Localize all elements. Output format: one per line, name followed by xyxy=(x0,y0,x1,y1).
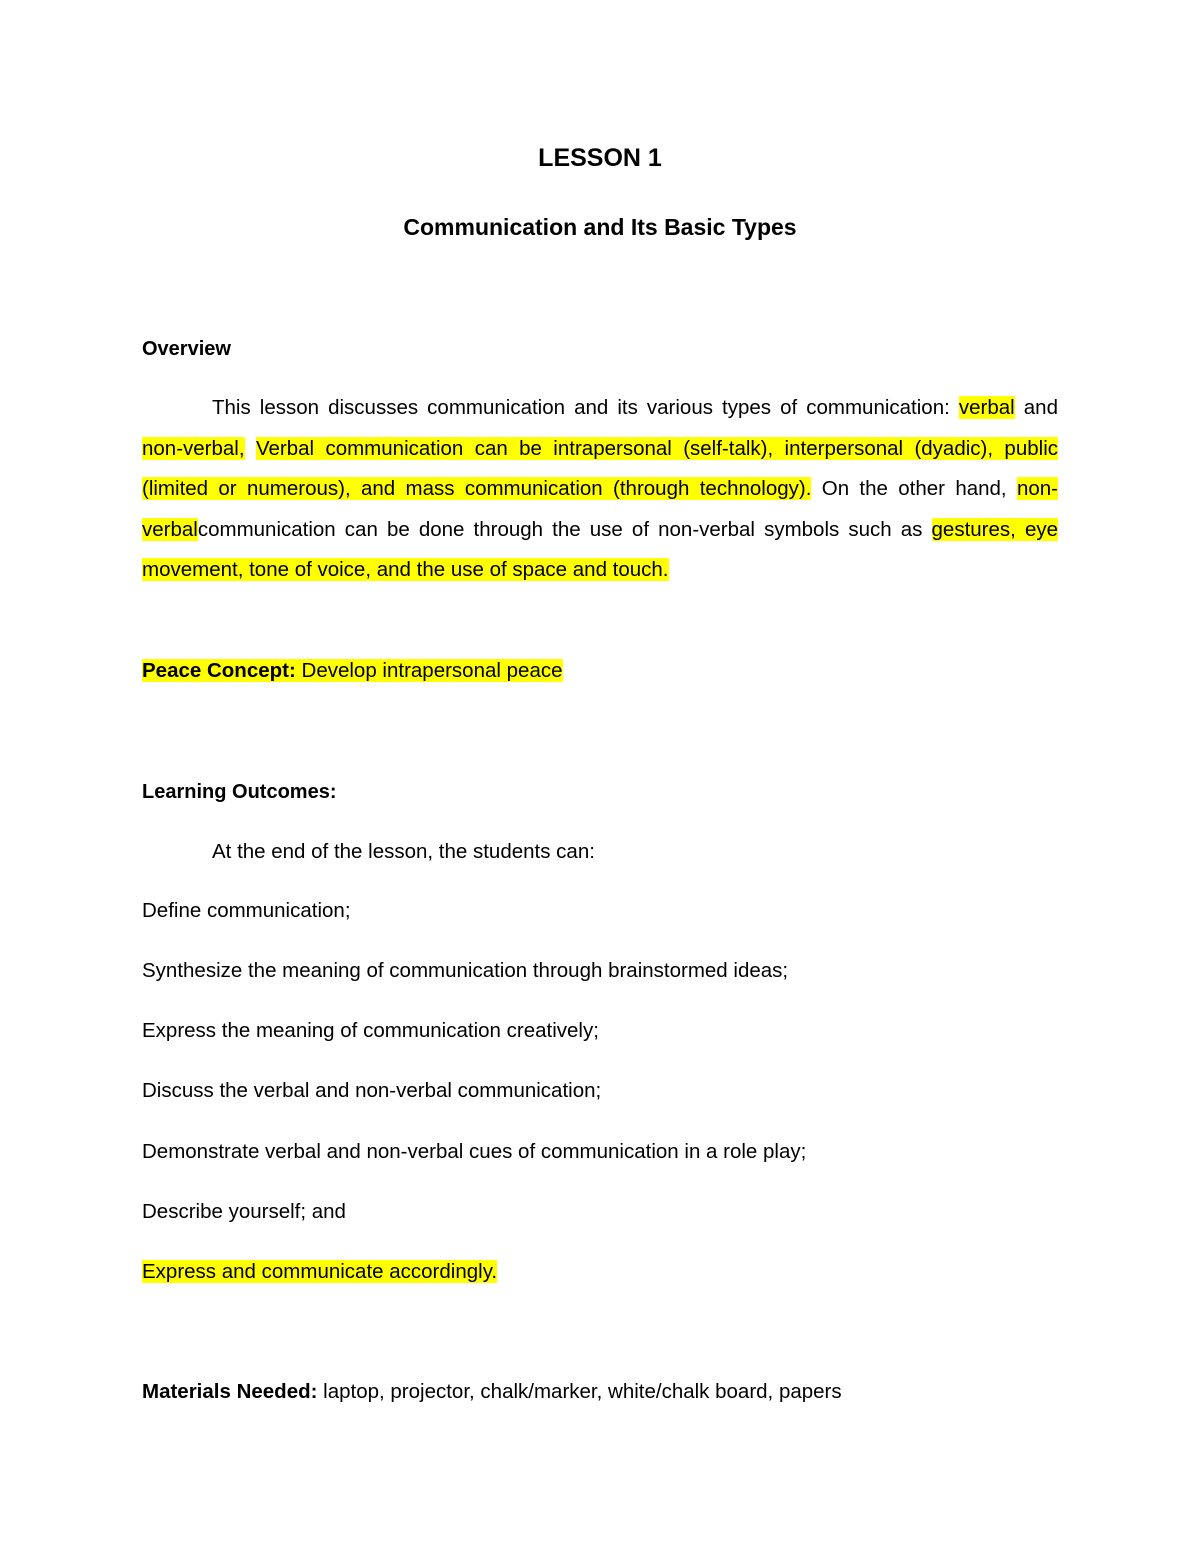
overview-text-intro: This lesson discusses communication and its various types of communication: xyxy=(212,396,950,419)
lesson-title: Communication and Its Basic Types xyxy=(403,214,797,240)
materials-line xyxy=(142,1378,842,1406)
outcome-item: Discuss the verbal and non-verbal communication; xyxy=(142,1079,602,1102)
overview-text-symbols: communication can be done through the use of non-verbal symbols such as xyxy=(197,517,923,541)
overview-highlight-nonverbal: non-verbal, xyxy=(142,436,245,460)
outcome-item: Express the meaning of communication creatively; xyxy=(142,1019,599,1042)
learning-outcomes-heading: Learning Outcomes: xyxy=(142,781,337,803)
overview-highlight-verbal-types: Verbal communication can be intrapersonal (self-talk), interpersonal (dyadic), public (limited or numerous), and mass communication (through technology). xyxy=(142,436,1058,500)
overview-text-and: and xyxy=(1023,396,1058,419)
lesson-number: LESSON 1 xyxy=(538,144,662,172)
overview-heading: Overview xyxy=(142,338,231,360)
outcome-item: Define communication; xyxy=(142,899,351,922)
learning-outcomes-intro: At the end of the lesson, the students can: xyxy=(212,840,595,863)
peace-concept-text: Develop intrapersonal peace xyxy=(301,659,563,682)
overview-text-other-hand: On the other hand, xyxy=(821,477,1007,500)
outcome-item: Describe yourself; and xyxy=(142,1200,346,1223)
materials-text: laptop, projector, chalk/marker, white/chalk board, papers xyxy=(323,1380,842,1403)
outcome-item-highlight: Express and communicate accordingly. xyxy=(142,1260,498,1283)
overview-highlight-gestures: gestures, eye movement, tone of voice, and the use of space and touch. xyxy=(142,517,1059,581)
peace-concept-line xyxy=(142,657,563,685)
peace-concept-label: Peace Concept: xyxy=(142,659,296,682)
outcome-item: Demonstrate verbal and non-verbal cues of communication in a role play; xyxy=(142,1140,807,1163)
overview-paragraph xyxy=(142,388,1058,591)
outcome-item-highlighted xyxy=(142,1258,497,1286)
overview-highlight-verbal: verbal xyxy=(958,396,1015,419)
overview-highlight-nonverbal-2: non-verbal xyxy=(142,477,1058,541)
materials-label: Materials Needed: xyxy=(142,1380,318,1403)
outcome-item: Synthesize the meaning of communication through brainstormed ideas; xyxy=(142,959,789,982)
